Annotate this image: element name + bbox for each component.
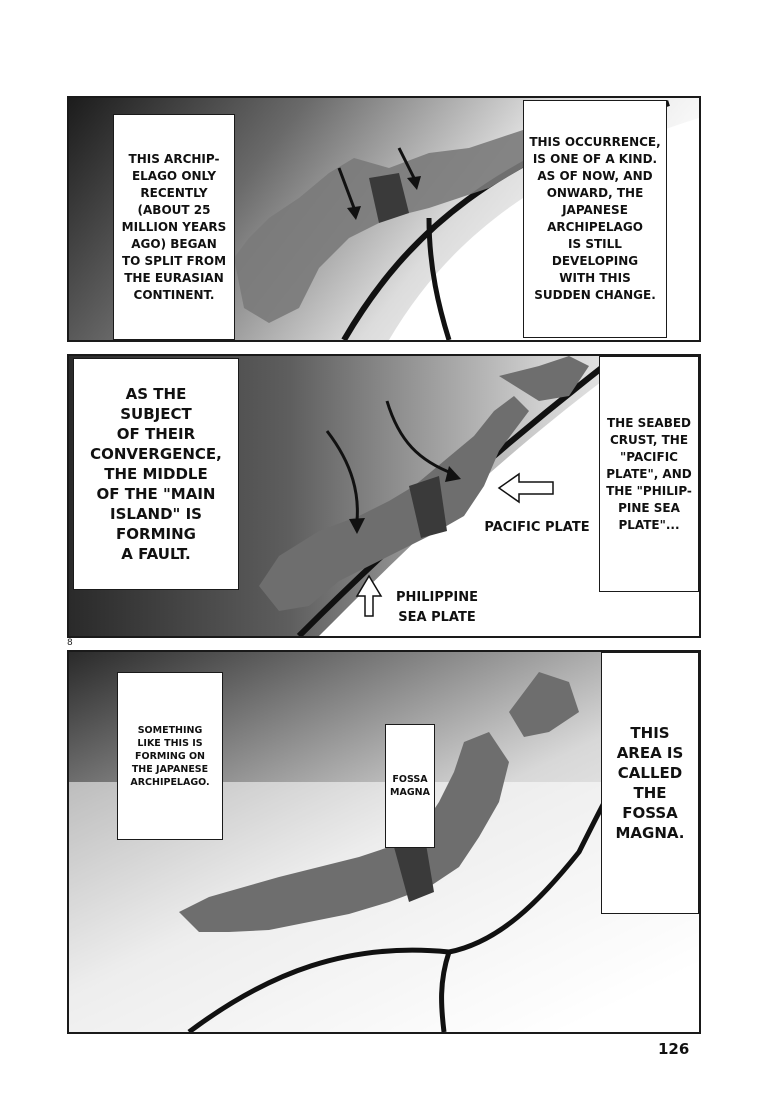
label-pacific-plate: PACIFIC PLATE bbox=[484, 520, 590, 535]
page-mark: 8 bbox=[67, 638, 73, 648]
label-philippine-sea-plate: PHILIPPINE SEA PLATE bbox=[395, 590, 479, 625]
page-number: 126 bbox=[658, 1040, 690, 1058]
panel-3 bbox=[67, 650, 701, 1034]
caption-one-of-a-kind: THIS OCCURRENCE, IS ONE OF A KIND. AS OF NOW, AND ONWARD, THE JAPANESE ARCHIPELAGO IS STILL DEVELOPING WITH THIS SUDDEN CHANGE. bbox=[523, 100, 667, 338]
panel-2 bbox=[67, 354, 701, 638]
caption-fossa-magna: THIS AREA IS CALLED THE FOSSA MAGNA. bbox=[601, 652, 699, 914]
caption-seabed-crust: THE SEABED CRUST, THE "PACIFIC PLATE", AND THE "PHILIP- PINE SEA PLATE"... bbox=[599, 356, 699, 592]
caption-split-from-eurasia: THIS ARCHIP- ELAGO ONLY RECENTLY (ABOUT 25 MILLION YEARS AGO) BEGAN TO SPLIT FROM THE EURASIAN CONTINENT. bbox=[113, 114, 235, 340]
panel-1 bbox=[67, 96, 701, 342]
caption-fossa-magna-label: FOSSA MAGNA bbox=[385, 724, 435, 848]
caption-something-forming: SOMETHING LIKE THIS IS FORMING ON THE JAPANESE ARCHIPELAGO. bbox=[117, 672, 223, 840]
caption-forming-fault: AS THE SUBJECT OF THEIR CONVERGENCE, THE MIDDLE OF THE "MAIN ISLAND" IS FORMING A FAULT. bbox=[73, 358, 239, 590]
